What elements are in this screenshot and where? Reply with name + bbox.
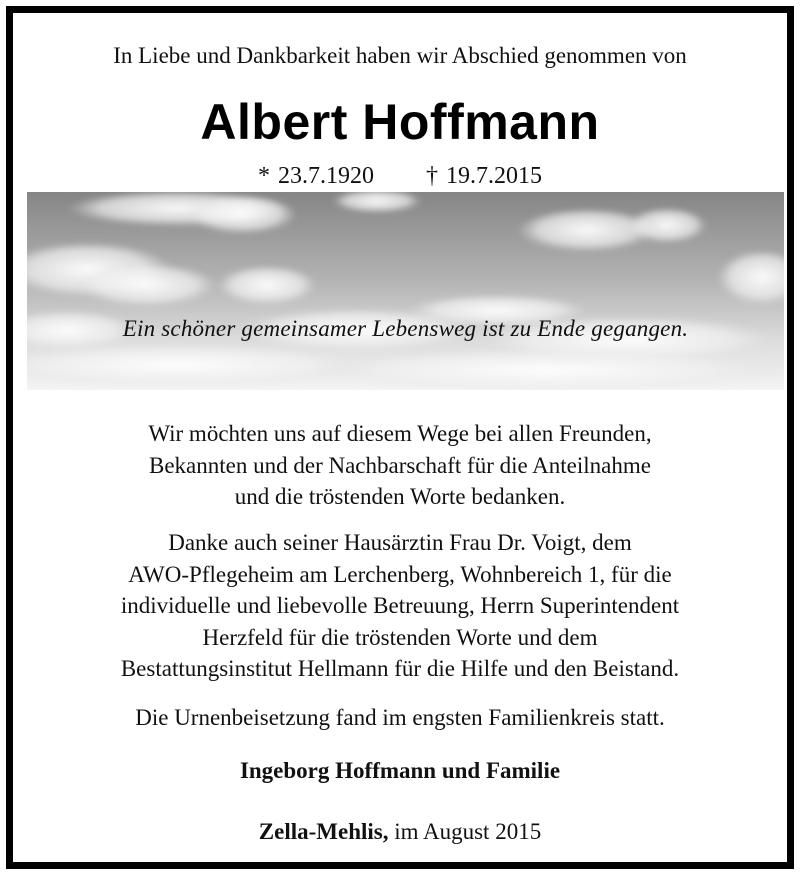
birth-date: * 23.7.1920 bbox=[258, 163, 374, 189]
acknowledgement-line: Danke auch seiner Hausärztin Frau Dr. Voigt, dem bbox=[168, 530, 632, 555]
deceased-name: Albert Hoffmann bbox=[200, 94, 600, 150]
cloud-sky-image bbox=[27, 192, 784, 390]
intro-text: In Liebe und Dankbarkeit haben wir Abschied genommen von bbox=[113, 43, 687, 68]
acknowledgement-line: Bestattungsinstitut Hellmann für die Hilfe und den Beistand. bbox=[120, 656, 680, 681]
place-name: Zella-Mehlis, bbox=[258, 819, 389, 844]
obituary-frame bbox=[6, 6, 794, 869]
burial-note: Die Urnenbeisetzung fand im engsten Familienkreis statt. bbox=[135, 705, 665, 730]
motto-text: Ein schöner gemeinsamer Lebensweg ist zu Ende gegangen. bbox=[122, 316, 689, 341]
acknowledgement-paragraph bbox=[33, 527, 767, 685]
notice-date: im August 2015 bbox=[394, 819, 542, 844]
thanks-paragraph bbox=[33, 418, 767, 513]
signature: Ingeborg Hoffmann und Familie bbox=[239, 758, 561, 783]
thanks-line: Wir möchten uns auf diesem Wege bei allen Freunden, bbox=[148, 421, 652, 446]
acknowledgement-line: AWO-Pflegeheim am Lerchenberg, Wohnbereich 1, für die bbox=[128, 561, 672, 587]
death-date: † 19.7.2015 bbox=[426, 163, 542, 189]
acknowledgement-line: individuelle und liebevolle Betreuung, Herrn Superintendent bbox=[120, 593, 680, 618]
life-dates bbox=[13, 163, 787, 190]
thanks-line: und die tröstenden Worte bedanken. bbox=[234, 484, 566, 509]
acknowledgement-line: Herzfeld für die tröstenden Worte und dem bbox=[202, 624, 598, 650]
clouds-graphic bbox=[27, 192, 784, 390]
place-and-date bbox=[13, 819, 787, 845]
thanks-line: Bekannten und der Nachbarschaft für die Anteilnahme bbox=[149, 452, 651, 478]
